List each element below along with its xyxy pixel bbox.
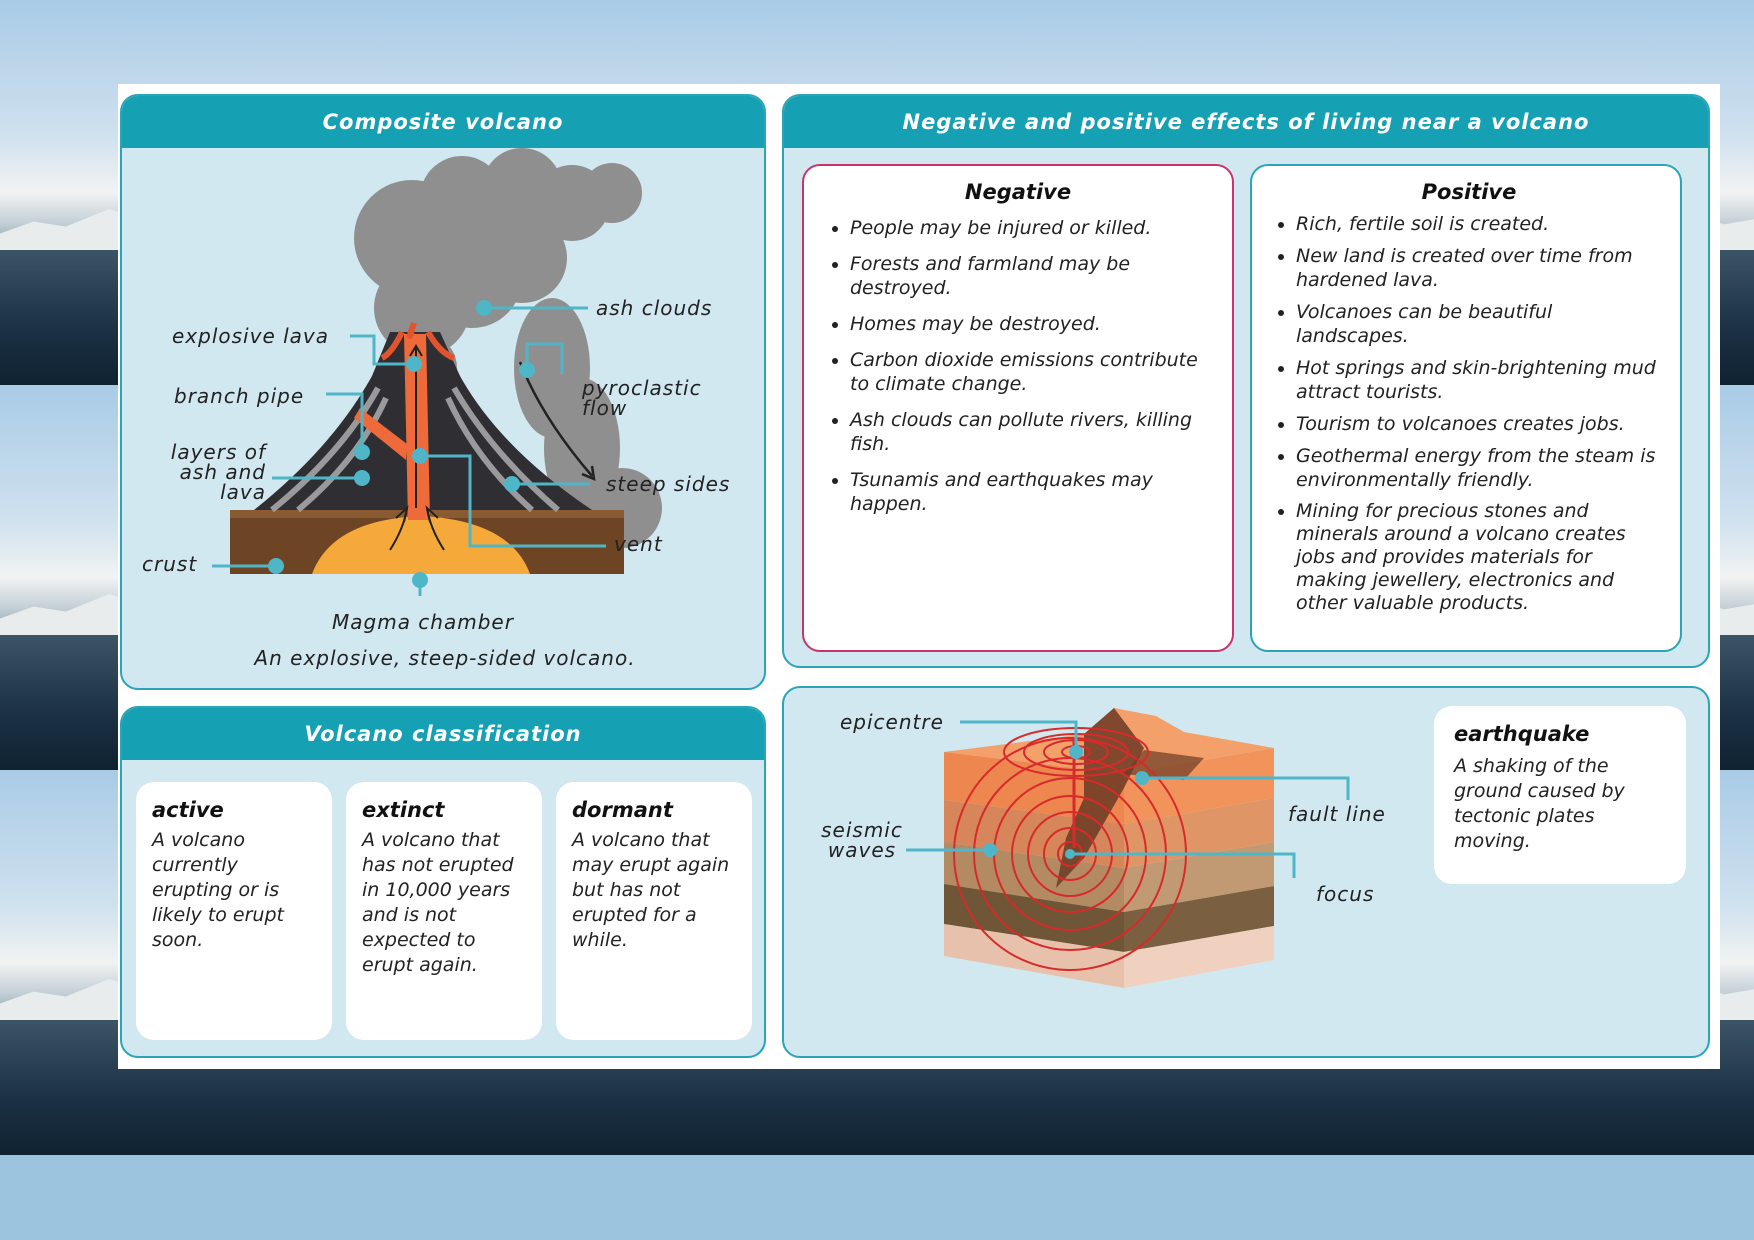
label-layers bbox=[156, 442, 266, 502]
classification-card-title: extinct bbox=[362, 798, 445, 822]
classification-card-text: A volcano currently erupting or is likely to erupt soon. bbox=[152, 829, 284, 951]
label-branch-pipe: branch pipe bbox=[174, 384, 305, 408]
positive-item: • Mining for precious stones and minerals around a volcano creates jobs and provides materials for making jewellery, electronics and other valuable products. bbox=[1296, 500, 1668, 615]
label-pyroclastic-flow bbox=[582, 378, 702, 418]
earthquake-definition-title: earthquake bbox=[1454, 722, 1590, 746]
positive-item: • Geothermal energy from the steam is environmentally friendly. bbox=[1296, 444, 1668, 492]
label-pyroclastic-line-2: flow bbox=[582, 396, 628, 420]
positive-item: • Tourism to volcanoes creates jobs. bbox=[1296, 412, 1668, 436]
negative-item: • Homes may be destroyed. bbox=[850, 312, 1212, 336]
label-epicentre: epicentre bbox=[840, 710, 944, 734]
earthquake-definition-text: A shaking of the ground caused by tectonic plates moving. bbox=[1454, 755, 1625, 852]
composite-volcano-title: Composite volcano bbox=[122, 96, 764, 148]
negative-item: • People may be injured or killed. bbox=[850, 216, 1212, 240]
negative-item: • Forests and farmland may be destroyed. bbox=[850, 252, 1212, 300]
negative-item: • Ash clouds can pollute rivers, killing fish. bbox=[850, 408, 1212, 456]
label-explosive-lava: explosive lava bbox=[172, 324, 330, 348]
classification-card-text: A volcano that may erupt again but has not erupted for a while. bbox=[572, 829, 730, 951]
effects-panel bbox=[782, 94, 1710, 668]
classification-title: Volcano classification bbox=[122, 708, 764, 760]
classification-card-title: active bbox=[152, 798, 224, 822]
negative-item: • Carbon dioxide emissions contribute to climate change. bbox=[850, 348, 1212, 396]
composite-caption: An explosive, steep-sided volcano. bbox=[254, 646, 636, 670]
label-seismic-line-2: waves bbox=[827, 838, 897, 862]
label-ash-clouds: ash clouds bbox=[596, 296, 713, 320]
block-right-face bbox=[1124, 748, 1274, 988]
classification-card-text: A volcano that has not erupted in 10,000 years and is not expected to erupt again. bbox=[362, 829, 514, 976]
classification-panel bbox=[120, 706, 766, 1058]
earthquake-panel bbox=[782, 686, 1710, 1058]
label-magma-chamber: Magma chamber bbox=[332, 610, 514, 634]
positive-item: • Rich, fertile soil is created. bbox=[1296, 212, 1668, 236]
label-crust: crust bbox=[142, 552, 198, 576]
knowledge-organiser-sheet bbox=[118, 84, 1720, 1069]
earthquake-definition-card bbox=[1434, 706, 1686, 884]
positive-item: • Hot springs and skin-brightening mud attract tourists. bbox=[1296, 356, 1668, 404]
composite-volcano-panel bbox=[120, 94, 766, 690]
negative-item: • Tsunamis and earthquakes may happen. bbox=[850, 468, 1212, 516]
classification-card-title: dormant bbox=[572, 798, 673, 822]
positive-item: • Volcanoes can be beautiful landscapes. bbox=[1296, 300, 1668, 348]
classification-card-dormant bbox=[556, 782, 752, 1040]
label-layers-line-2: ash and bbox=[179, 460, 266, 484]
positive-title: Positive bbox=[1421, 180, 1517, 204]
negative-title: Negative bbox=[964, 180, 1072, 204]
negative-list bbox=[824, 216, 1212, 516]
effects-title: Negative and positive effects of living near a volcano bbox=[784, 96, 1708, 148]
negative-effects-card bbox=[802, 164, 1234, 652]
label-steep-sides: steep sides bbox=[606, 472, 731, 496]
label-vent: vent bbox=[614, 532, 663, 556]
label-seismic-waves bbox=[814, 820, 910, 860]
positive-item: • New land is created over time from hardened lava. bbox=[1296, 244, 1668, 292]
classification-card-extinct bbox=[346, 782, 542, 1040]
label-pyroclastic-line-1: pyroclastic bbox=[582, 376, 702, 400]
label-layers-line-3: lava bbox=[220, 480, 266, 504]
label-fault-line: fault line bbox=[1288, 802, 1386, 826]
label-seismic-line-1: seismic bbox=[821, 818, 903, 842]
positive-effects-card bbox=[1250, 164, 1682, 652]
label-focus: focus bbox=[1316, 882, 1375, 906]
positive-list bbox=[1270, 212, 1668, 615]
label-layers-line-1: layers of bbox=[170, 440, 266, 464]
classification-card-active bbox=[136, 782, 332, 1040]
